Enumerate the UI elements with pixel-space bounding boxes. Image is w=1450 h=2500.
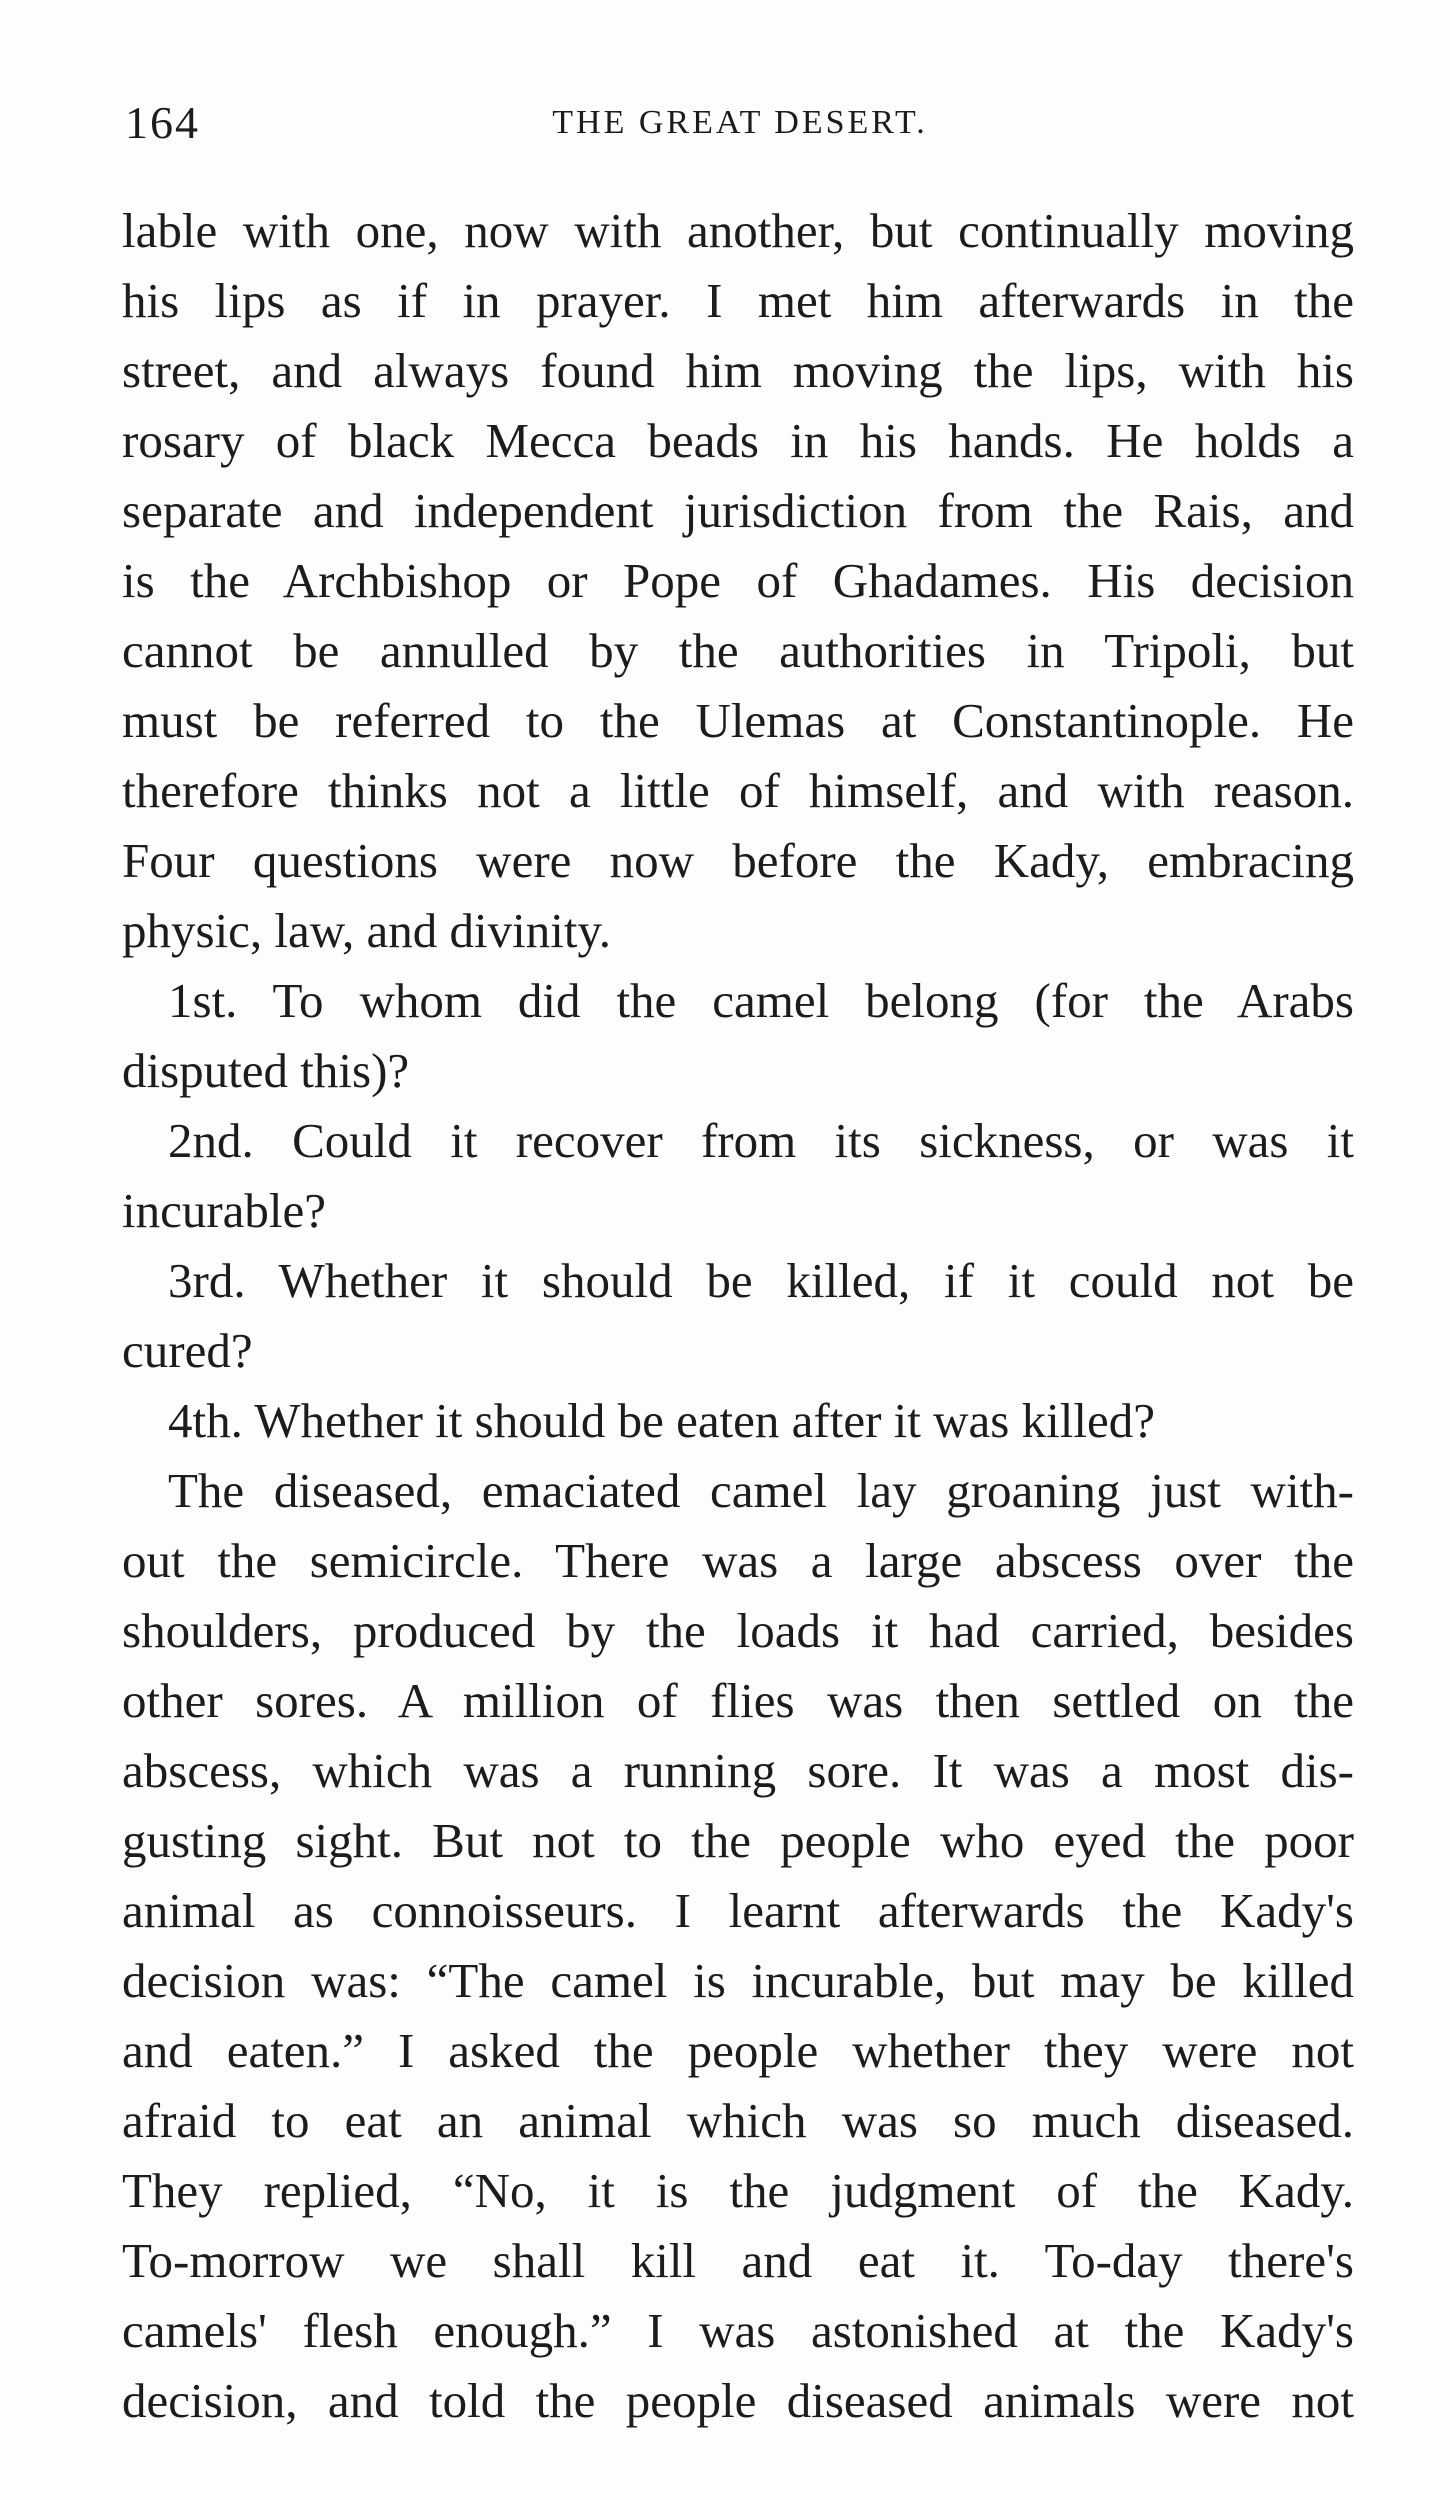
text-line: other sores. A million of flies was then settled on the bbox=[122, 1673, 1354, 1728]
text-line: out the semicircle. There was a large abscess over the bbox=[122, 1533, 1354, 1588]
text-line: abscess, which was a running sore. It was a most dis- bbox=[122, 1743, 1354, 1798]
text-line: To-morrow we shall kill and eat it. To-day there's bbox=[122, 2233, 1354, 2288]
text-line: The diseased, emaciated camel lay groaning just with- bbox=[168, 1463, 1354, 1518]
text-line: disputed this)? bbox=[122, 1043, 410, 1098]
text-line: rosary of black Mecca beads in his hands. He holds a bbox=[122, 413, 1354, 468]
text-line: lable with one, now with another, but continually moving bbox=[122, 203, 1354, 258]
text-line: decision, and told the people diseased animals were not bbox=[122, 2373, 1354, 2428]
body-text bbox=[122, 196, 1354, 2436]
text-line: 3rd. Whether it should be killed, if it could not be bbox=[168, 1253, 1354, 1308]
running-head bbox=[125, 96, 1355, 156]
text-line: cured? bbox=[122, 1323, 253, 1378]
text-line: 2nd. Could it recover from its sickness, or was it bbox=[168, 1113, 1354, 1168]
running-title: THE GREAT DESERT. bbox=[552, 104, 928, 141]
text-line: afraid to eat an animal which was so much diseased. bbox=[122, 2093, 1354, 2148]
text-line: Four questions were now before the Kady, embracing bbox=[122, 833, 1354, 888]
text-line: They replied, “No, it is the judgment of the Kady. bbox=[122, 2163, 1354, 2218]
text-line: physic, law, and divinity. bbox=[122, 903, 612, 958]
text-line: decision was: “The camel is incurable, but may be killed bbox=[122, 1953, 1354, 2008]
text-line: is the Archbishop or Pope of Ghadames. His decision bbox=[122, 553, 1354, 608]
text-line: street, and always found him moving the lips, with his bbox=[122, 343, 1354, 398]
text-line: 4th. Whether it should be eaten after it was killed? bbox=[168, 1393, 1155, 1448]
text-line: cannot be annulled by the authorities in Tripoli, but bbox=[122, 623, 1354, 678]
text-line: shoulders, produced by the loads it had carried, besides bbox=[122, 1603, 1354, 1658]
text-line: 1st. To whom did the camel belong (for the Arabs bbox=[168, 973, 1354, 1028]
text-line: animal as connoisseurs. I learnt afterwards the Kady's bbox=[122, 1883, 1354, 1938]
text-line: and eaten.” I asked the people whether they were not bbox=[122, 2023, 1354, 2078]
text-line: camels' flesh enough.” I was astonished at the Kady's bbox=[122, 2303, 1354, 2358]
text-line: must be referred to the Ulemas at Constantinople. He bbox=[122, 693, 1354, 748]
text-line: therefore thinks not a little of himself, and with reason. bbox=[122, 763, 1354, 818]
text-line: his lips as if in prayer. I met him afterwards in the bbox=[122, 273, 1354, 328]
text-line: gusting sight. But not to the people who eyed the poor bbox=[122, 1813, 1354, 1868]
text-line: incurable? bbox=[122, 1183, 327, 1238]
page-number: 164 bbox=[125, 97, 200, 148]
text-line: separate and independent jurisdiction from the Rais, and bbox=[122, 483, 1354, 538]
